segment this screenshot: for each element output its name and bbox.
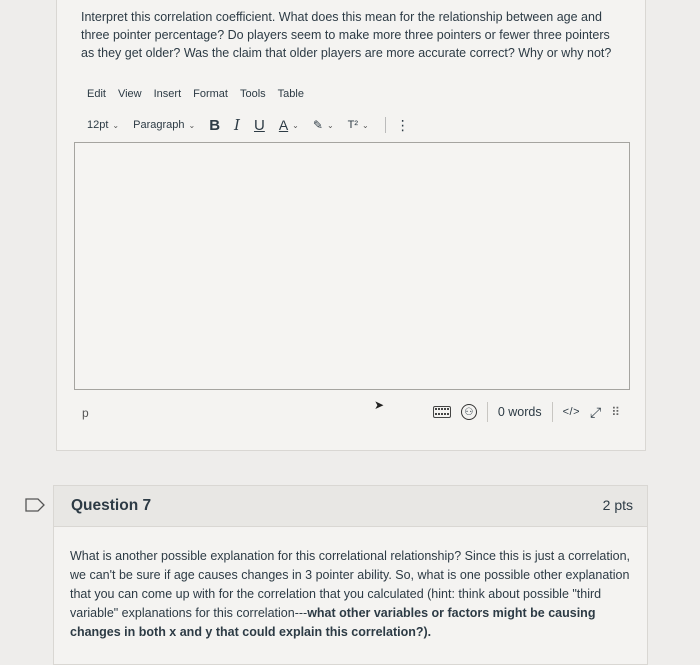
menu-view[interactable]: View (117, 88, 142, 100)
font-size-value: 12pt (87, 119, 109, 131)
word-count: 0 words (487, 402, 553, 422)
rich-text-editor[interactable] (74, 142, 630, 390)
font-size-dropdown[interactable] (87, 119, 119, 131)
editor-toolbar (87, 116, 410, 134)
resize-handle-icon[interactable]: ⠿ (611, 405, 620, 419)
question-header (54, 486, 647, 527)
chevron-down-icon: ⌄ (362, 120, 369, 130)
block-format-dropdown[interactable] (133, 119, 195, 131)
editor-statusbar (74, 400, 628, 426)
highlight-icon: ✎ (312, 118, 323, 132)
text-color-icon: A (278, 117, 289, 133)
toolbar-divider (385, 117, 386, 133)
question-title: Question 7 (71, 497, 152, 514)
more-options-icon[interactable]: ⋮ (395, 116, 410, 133)
bookmark-icon[interactable] (25, 498, 45, 512)
menu-format[interactable]: Format (193, 88, 228, 100)
mouse-cursor-icon: ➤ (374, 398, 385, 412)
menu-table[interactable]: Table (277, 88, 304, 100)
italic-button[interactable]: I (234, 116, 240, 134)
statusbar-tools (433, 402, 620, 422)
question-points: 2 pts (602, 497, 633, 513)
question-6-card (56, 0, 646, 451)
keyboard-icon[interactable] (433, 406, 451, 418)
element-path[interactable]: p (82, 406, 89, 420)
chevron-down-icon: ⌄ (326, 120, 334, 130)
question-prompt-bold: what other variables or factors might be causing changes in both x and y that could explain this correlation?). (70, 606, 596, 639)
question-prompt (70, 547, 636, 642)
question-prompt-text: What is another possible explanation for this correlational relationship? Since this is just a correlation, we can't be sure if age causes changes in 3 pointer ability. So, what is one possible other explanation that you can come up with for the correlation that you calculated (hint: think about possible "third variable" explanations for this correlation--- (70, 549, 631, 620)
menu-insert[interactable]: Insert (153, 88, 182, 100)
menu-tools[interactable]: Tools (239, 88, 266, 100)
superscript-dropdown[interactable] (348, 119, 369, 131)
text-color-dropdown[interactable] (279, 117, 299, 133)
highlight-dropdown[interactable] (313, 118, 334, 132)
html-editor-button[interactable]: </> (562, 406, 580, 418)
superscript-icon: T² (347, 119, 359, 131)
chevron-down-icon: ⌄ (292, 120, 299, 130)
fullscreen-icon[interactable]: ⤢ (590, 403, 602, 420)
chevron-down-icon: ⌄ (112, 120, 120, 130)
question-7-card (53, 485, 648, 665)
menu-edit[interactable]: Edit (87, 88, 106, 100)
bold-button[interactable]: B (209, 116, 221, 134)
block-format-value: Paragraph (133, 119, 185, 131)
accessibility-icon[interactable]: ⚇ (461, 404, 477, 420)
question-prompt: Interpret this correlation coefficient. What does this mean for the relationship between age and three pointer percentage? Do players seem to make more three pointers or fewer three pointers as they get older? Was the claim that older players are more accurate correct? Why or why not? (81, 10, 612, 60)
editor-menubar (87, 88, 304, 100)
chevron-down-icon: ⌄ (188, 120, 196, 130)
underline-button[interactable]: U (253, 116, 265, 134)
